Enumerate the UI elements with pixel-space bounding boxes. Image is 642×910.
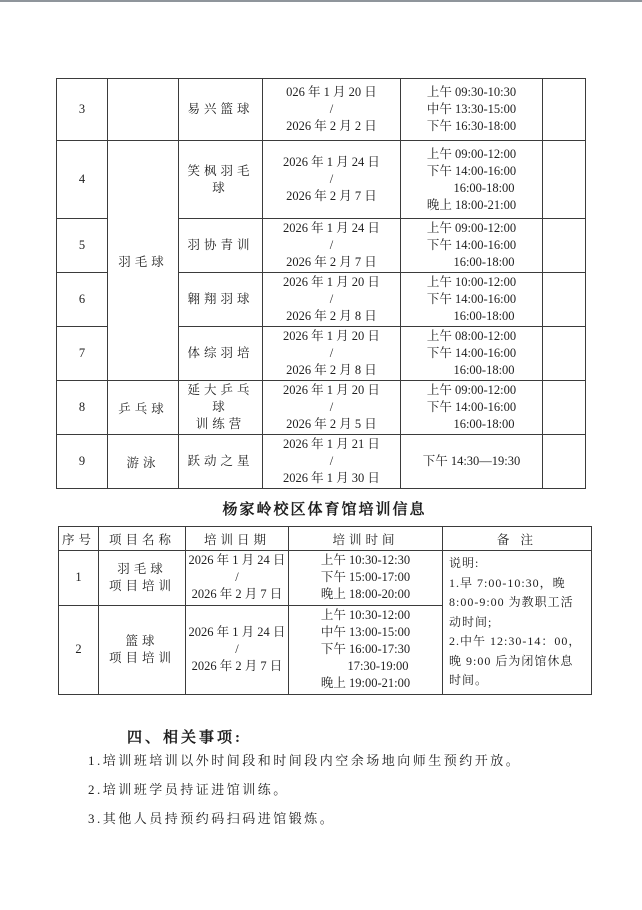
category-cell	[108, 79, 179, 141]
row-number: 2	[59, 605, 99, 694]
training-dates: 2026 年 1 月 24 日 / 2026 年 2 月 7 日	[186, 605, 289, 694]
program-name: 延大乒乓球 训练营	[179, 381, 263, 435]
related-matters-heading: 四、相关事项:	[127, 730, 243, 746]
table-row	[57, 141, 586, 219]
training-times: 上午 09:00-12:00 下午 14:00-16:00 16:00-18:00	[401, 381, 543, 435]
remark-empty	[543, 273, 586, 327]
header-project: 项目名称	[99, 527, 186, 551]
training-dates: 2026 年 1 月 24 日 / 2026 年 2 月 7 日	[186, 551, 289, 606]
header-row	[59, 527, 592, 551]
training-times: 上午 10:30-12:00 中午 13:00-15:00 下午 16:00-17:30 17:30-19:00 晚上 19:00-21:00	[289, 605, 443, 694]
training-dates: 026 年 1 月 20 日 / 2026 年 2 月 2 日	[263, 79, 401, 141]
training-times: 上午 09:30-10:30 中午 13:30-15:00 下午 16:30-18:00	[401, 79, 543, 141]
remark-empty	[543, 435, 586, 489]
page-top-edge	[0, 0, 642, 2]
training-table-continued	[56, 78, 586, 489]
training-dates: 2026 年 1 月 24 日 / 2026 年 2 月 7 日	[263, 141, 401, 219]
header-remark: 备 注	[443, 527, 592, 551]
yangjialing-training-table	[58, 526, 592, 695]
training-dates: 2026 年 1 月 20 日 / 2026 年 2 月 5 日	[263, 381, 401, 435]
row-number: 3	[57, 79, 108, 141]
training-times: 上午 09:00-12:00 下午 14:00-16:00 16:00-18:00	[401, 219, 543, 273]
related-matters-list	[88, 752, 593, 839]
program-name: 翱翔羽球	[179, 273, 263, 327]
remark-notes: 说明: 1.早 7:00-10:30，晚 8:00-9:00 为教职工活动时间; 2.中午 12:30-14：00，晚 9:00 后为闭馆休息时间。	[443, 551, 592, 695]
row-number: 6	[57, 273, 108, 327]
list-item: 1.培训班培训以外时间段和时间段内空余场地向师生预约开放。	[88, 753, 522, 768]
training-times: 上午 08:00-12:00 下午 14:00-16:00 16:00-18:00	[401, 327, 543, 381]
remark-empty	[543, 381, 586, 435]
category-cell-badminton: 羽毛球	[108, 141, 179, 381]
list-item: 3.其他人员持预约码扫码进馆锻炼。	[88, 811, 336, 826]
table2-title: 杨家岭校区体育馆培训信息	[222, 502, 427, 518]
training-times: 下午 14:30—19:30	[401, 435, 543, 489]
row-number: 9	[57, 435, 108, 489]
remark-empty	[543, 219, 586, 273]
program-name: 羽协青训	[179, 219, 263, 273]
header-times: 培训时间	[289, 527, 443, 551]
remark-empty	[543, 327, 586, 381]
category-cell-swimming: 游泳	[108, 435, 179, 489]
row-number: 7	[57, 327, 108, 381]
program-name: 跃动之星	[179, 435, 263, 489]
row-number: 8	[57, 381, 108, 435]
table-row	[59, 551, 592, 606]
header-dates: 培训日期	[186, 527, 289, 551]
training-dates: 2026 年 1 月 20 日 / 2026 年 2 月 8 日	[263, 273, 401, 327]
program-name: 易兴篮球	[179, 79, 263, 141]
program-name: 笑枫羽毛球	[179, 141, 263, 219]
table-row	[57, 435, 586, 489]
row-number: 4	[57, 141, 108, 219]
table-row	[57, 381, 586, 435]
remark-empty	[543, 79, 586, 141]
header-no: 序号	[59, 527, 99, 551]
training-times: 上午 10:00-12:00 下午 14:00-16:00 16:00-18:00	[401, 273, 543, 327]
training-dates: 2026 年 1 月 20 日 / 2026 年 2 月 8 日	[263, 327, 401, 381]
program-name: 羽毛球 项目培训	[99, 551, 186, 606]
row-number: 5	[57, 219, 108, 273]
table-row	[57, 79, 586, 141]
program-name: 篮球 项目培训	[99, 605, 186, 694]
training-times: 上午 10:30-12:30 下午 15:00-17:00 晚上 18:00-20:00	[289, 551, 443, 606]
training-dates: 2026 年 1 月 21 日 / 2026 年 1 月 30 日	[263, 435, 401, 489]
row-number: 1	[59, 551, 99, 606]
training-times: 上午 09:00-12:00 下午 14:00-16:00 16:00-18:00 晚上 18:00-21:00	[401, 141, 543, 219]
program-name: 体综羽培	[179, 327, 263, 381]
list-item: 2.培训班学员持证进馆训练。	[88, 782, 289, 797]
category-cell-table-tennis: 乒乓球	[108, 381, 179, 435]
remark-empty	[543, 141, 586, 219]
training-dates: 2026 年 1 月 24 日 / 2026 年 2 月 7 日	[263, 219, 401, 273]
